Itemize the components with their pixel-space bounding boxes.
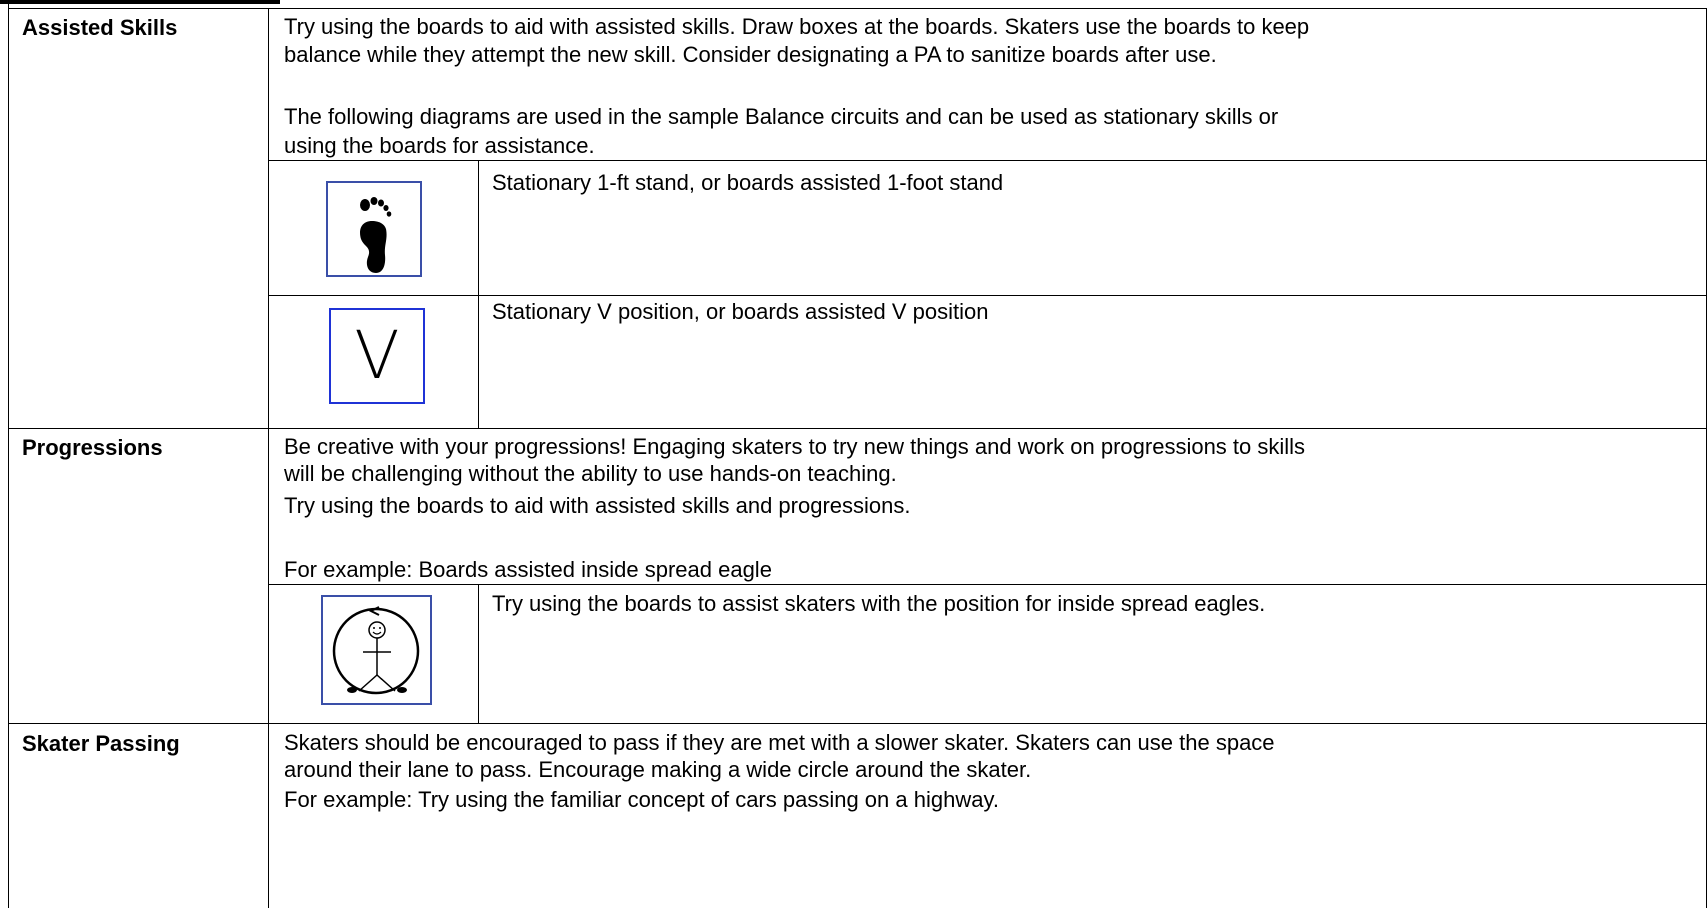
- section-label: Progressions: [22, 435, 163, 460]
- spread-eagle-icon: [321, 595, 432, 705]
- column-divider: [268, 8, 269, 908]
- table-border-left: [8, 0, 9, 908]
- body-line: using the boards for assistance.: [284, 133, 595, 158]
- subtable-top-1: [268, 160, 1707, 161]
- row-text: Stationary 1-ft stand, or boards assisted 1-foot stand: [492, 170, 1004, 195]
- v-letter: V: [354, 317, 400, 394]
- body-line: Be creative with your progressions! Engaging skaters to try new things and work on progressions to skills: [284, 434, 1306, 459]
- body-line: balance while they attempt the new skill. Consider designating a PA to sanitize boards after use.: [284, 42, 1217, 67]
- body-line: The following diagrams are used in the sample Balance circuits and can be used as stationary skills or: [284, 104, 1279, 129]
- row-text: Try using the boards to assist skaters with the position for inside spread eagles.: [492, 591, 1266, 616]
- top-rule: [0, 0, 280, 4]
- row-divider-1: [8, 428, 1707, 429]
- subrow-divider-1: [268, 295, 1707, 296]
- section-label: Assisted Skills: [22, 15, 178, 40]
- body-line: will be challenging without the ability to use hands-on teaching.: [284, 461, 897, 486]
- subtable-divider-1: [478, 160, 479, 428]
- body-line: Try using the boards to aid with assisted skills and progressions.: [284, 493, 911, 518]
- body-line: Skaters should be encouraged to pass if they are met with a slower skater. Skaters can use the space: [284, 730, 1275, 755]
- row-divider-2: [8, 723, 1707, 724]
- body-line: For example: Try using the familiar concept of cars passing on a highway.: [284, 787, 999, 812]
- table-border-top: [8, 8, 1707, 9]
- body-line: For example: Boards assisted inside spread eagle: [284, 557, 772, 582]
- subtable-divider-2: [478, 584, 479, 723]
- v-position-icon: [329, 308, 425, 404]
- body-line: around their lane to pass. Encourage making a wide circle around the skater.: [284, 757, 1032, 782]
- body-line: Try using the boards to aid with assisted skills. Draw boxes at the boards. Skaters use the boards to keep: [284, 14, 1310, 39]
- footprint-icon: [326, 181, 422, 277]
- subtable-top-2: [268, 584, 1707, 585]
- row-text: Stationary V position, or boards assisted V position: [492, 299, 989, 324]
- section-label: Skater Passing: [22, 731, 180, 756]
